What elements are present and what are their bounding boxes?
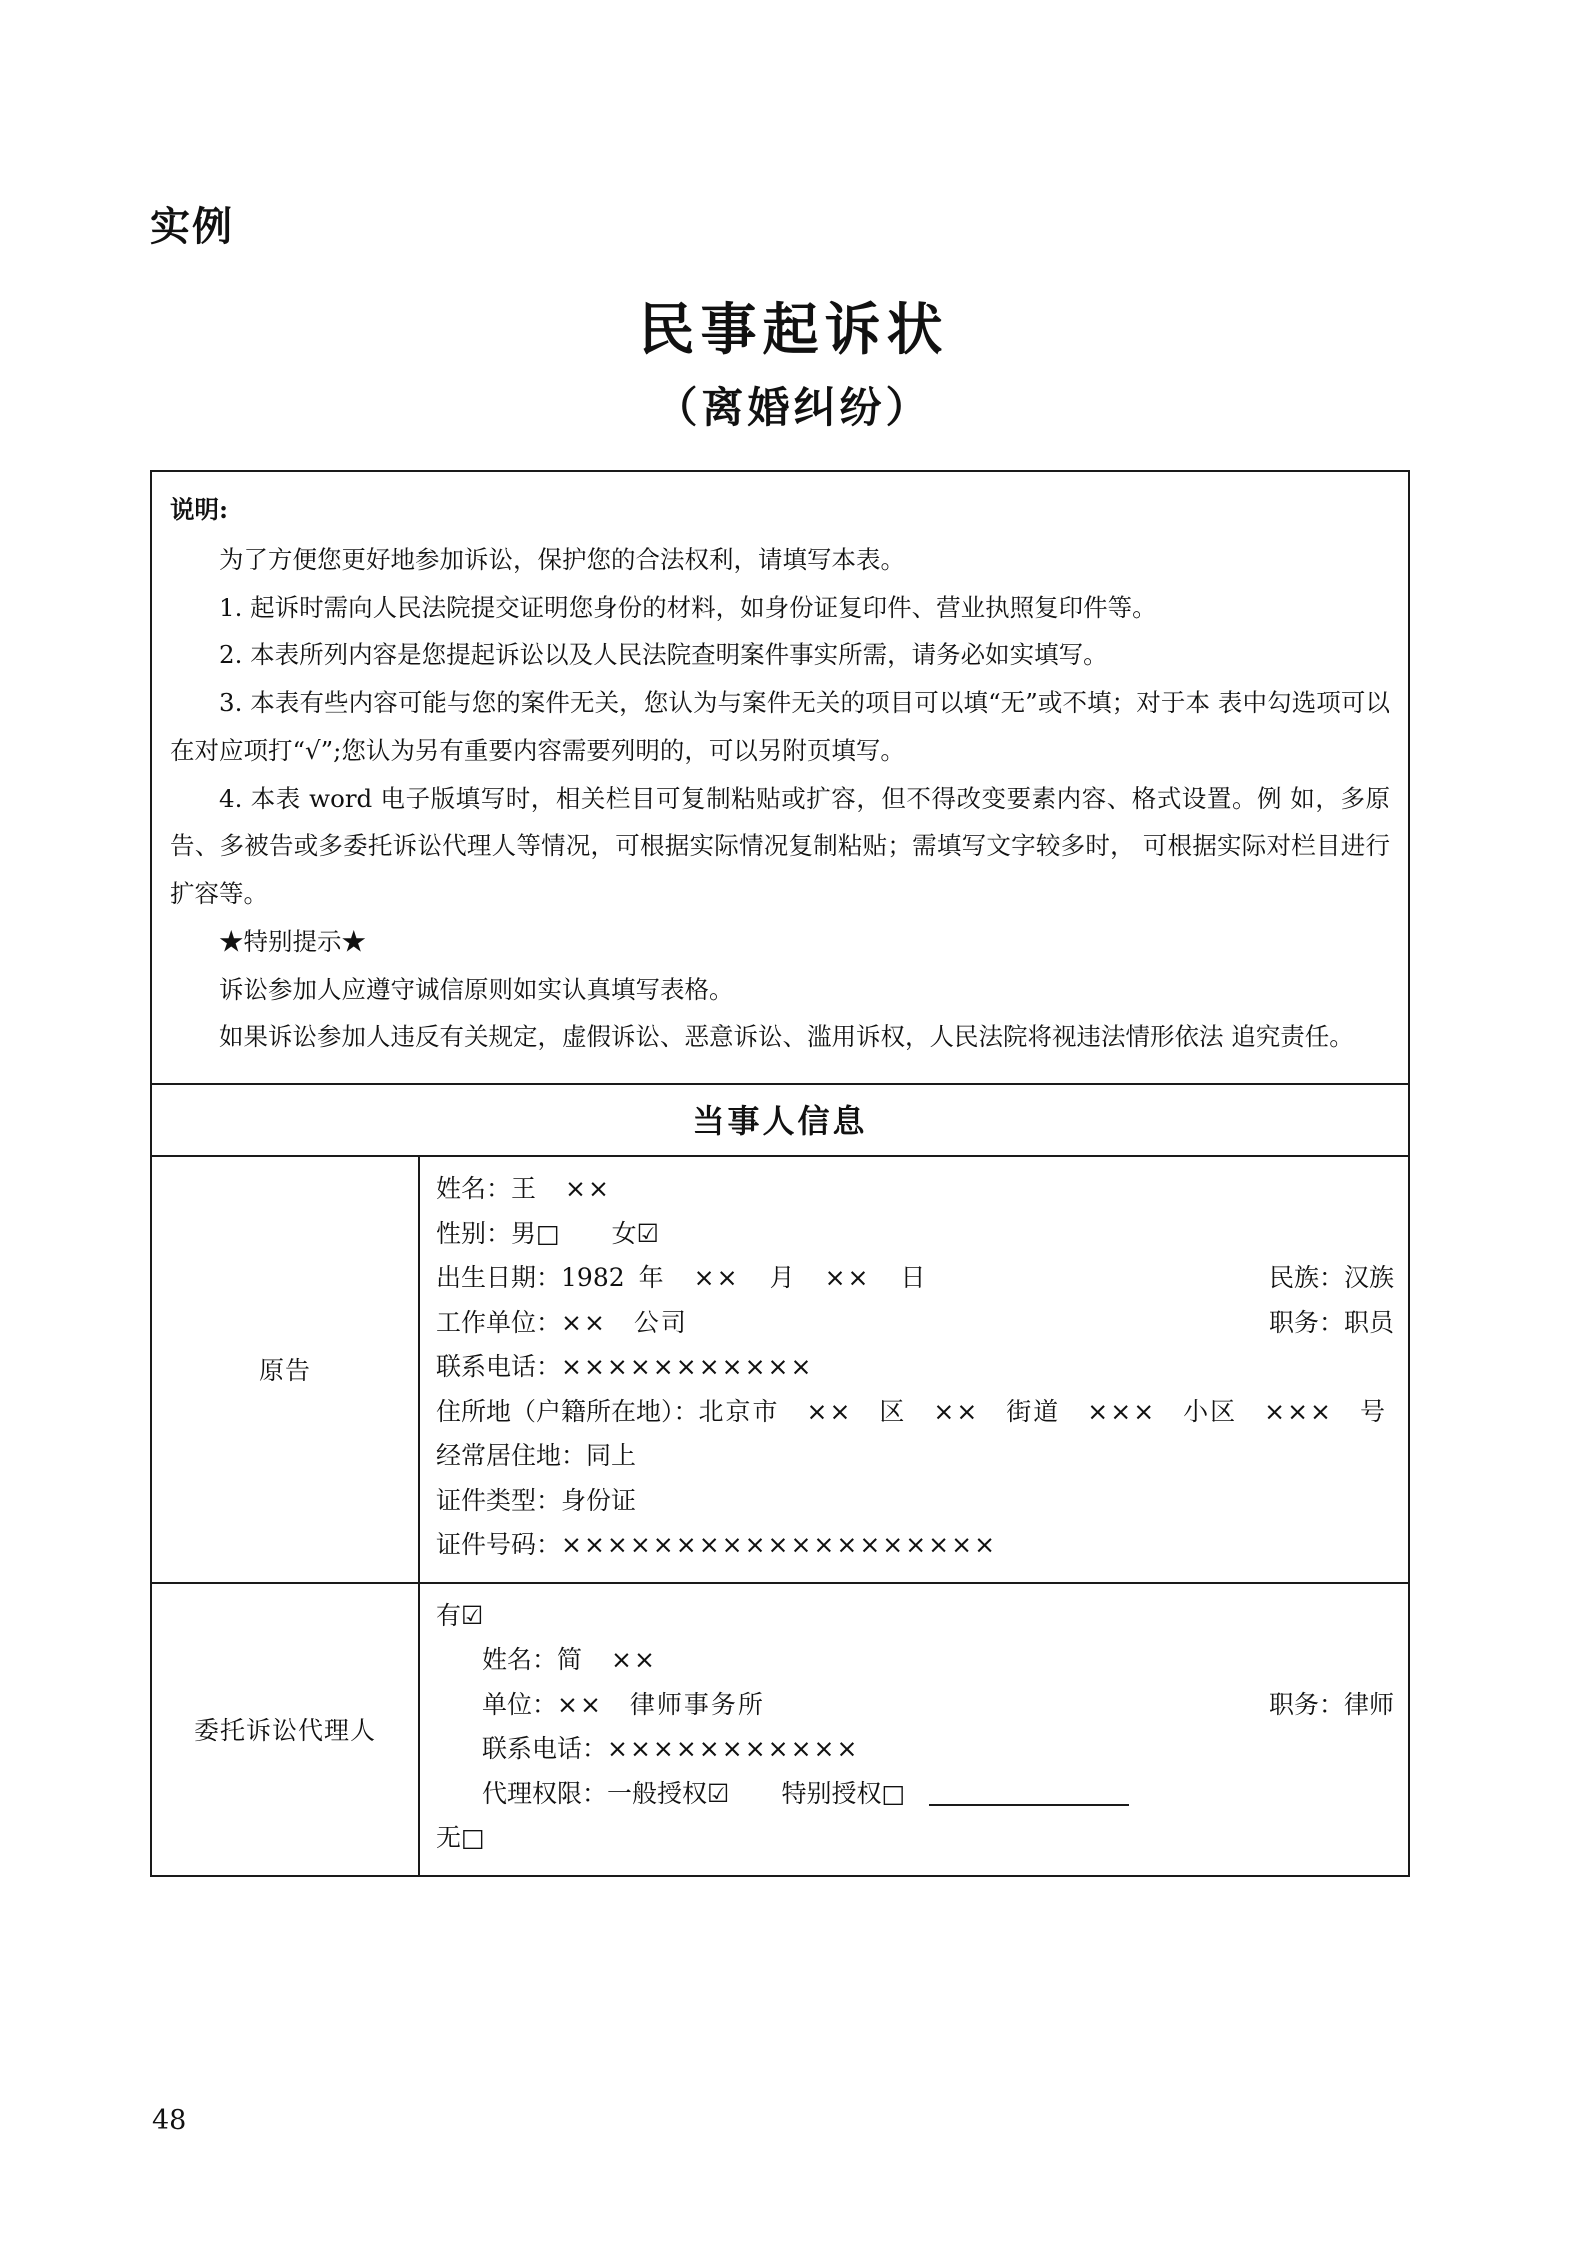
plaintiff-row — [152, 1157, 1408, 1584]
plaintiff-birth-year-unit: 年 — [638, 1263, 664, 1293]
example-label: 实例 — [150, 203, 234, 250]
plaintiff-birth-day-unit: 日 — [900, 1263, 926, 1293]
agent-has-line — [436, 1594, 1398, 1639]
plaintiff-fields — [420, 1157, 1408, 1582]
party-section-header: 当事人信息 — [692, 1102, 868, 1141]
plaintiff-gender-male-checkbox[interactable]: □ — [536, 1218, 560, 1248]
plaintiff-ethnicity-value: 汉族 — [1343, 1263, 1394, 1293]
agent-firm-line — [436, 1683, 1398, 1728]
plaintiff-gender-label: 性别： — [436, 1218, 512, 1248]
plaintiff-phone-label: 联系电话： — [436, 1352, 562, 1382]
agent-general-auth-checkbox[interactable]: ☑ — [707, 1778, 730, 1808]
special-notice-line-1: 诉讼参加人应遵守诚信原则如实认真填写表格。 — [219, 974, 734, 1004]
agent-special-auth-label: 特别授权 — [781, 1778, 882, 1808]
plaintiff-birth-label: 出生日期： — [436, 1263, 562, 1293]
plaintiff-address-value: 北京市 ×× 区 ×× 街道 ××× 小区 ××× 号 — [698, 1396, 1387, 1426]
agent-name-line — [436, 1638, 1398, 1683]
special-notice-marker: ★特别提示★ — [219, 926, 366, 956]
plaintiff-id-type-line — [436, 1479, 1398, 1524]
instructions-heading: 说明: — [170, 495, 229, 524]
agent-phone-label: 联系电话： — [482, 1734, 608, 1764]
instructions-intro: 为了方便您更好地参加诉讼，保护您的合法权利，请填写本表。 — [219, 544, 905, 574]
plaintiff-ethnicity-group — [1269, 1256, 1398, 1301]
plaintiff-birth-month: ×× — [693, 1263, 740, 1293]
plaintiff-position-value: 职员 — [1343, 1307, 1394, 1337]
plaintiff-id-number-value: ××××××××××××××××××× — [561, 1530, 998, 1560]
plaintiff-gender-female-checkbox[interactable]: ☑ — [636, 1218, 660, 1248]
instructions-item-4: 4. 本表 word 电子版填写时，相关栏目可复制粘贴或扩容，但不得改变要素内容、格式设置。例 如，多原告、多被告或多委托诉讼代理人等情况，可根据实际情况复制粘贴；需填写文字较多时， 可根据实际对栏目进行扩容等。 — [170, 783, 1390, 909]
plaintiff-birth-line — [436, 1256, 1398, 1301]
agent-authority-label: 代理权限： — [482, 1778, 608, 1808]
plaintiff-phone-line — [436, 1345, 1398, 1390]
document-subtitle: （离婚纠纷） — [655, 383, 932, 432]
plaintiff-id-number-label: 证件号码： — [436, 1530, 562, 1560]
page-number: 48 — [152, 2105, 187, 2136]
agent-has-label: 有 — [436, 1600, 462, 1630]
plaintiff-gender-male-label: 男 — [511, 1218, 537, 1248]
plaintiff-address-label: 住所地（户籍所在地）： — [436, 1396, 699, 1426]
agent-position-group — [1269, 1683, 1398, 1728]
instructions-cell — [152, 472, 1408, 1083]
agent-row-label: 委托诉讼代理人 — [152, 1584, 420, 1875]
plaintiff-birth-month-unit: 月 — [769, 1263, 795, 1293]
agent-name-label: 姓名： — [482, 1645, 558, 1675]
agent-none-checkbox[interactable]: □ — [461, 1823, 485, 1853]
agent-position-label: 职务： — [1268, 1689, 1344, 1719]
civil-complaint-form — [150, 470, 1410, 1877]
agent-general-auth-label: 一般授权 — [607, 1778, 708, 1808]
plaintiff-address-line — [436, 1390, 1398, 1435]
party-section-header-row — [152, 1085, 1408, 1157]
plaintiff-name-value: 王 ×× — [511, 1174, 611, 1204]
agent-name-value: 简 ×× — [557, 1645, 657, 1675]
agent-authority-line — [436, 1772, 1398, 1817]
plaintiff-residence-label: 经常居住地： — [436, 1441, 587, 1471]
agent-row — [152, 1584, 1408, 1875]
agent-authority-blank-field[interactable] — [929, 1804, 1129, 1806]
agent-special-auth-checkbox[interactable]: □ — [881, 1778, 906, 1808]
plaintiff-id-type-value: 身份证 — [561, 1485, 637, 1515]
agent-position-value: 律师 — [1343, 1689, 1394, 1719]
plaintiff-residence-line — [436, 1434, 1398, 1479]
agent-has-checkbox[interactable]: ☑ — [461, 1600, 484, 1630]
special-notice-line-2: 如果诉讼参加人违反有关规定，虚假诉讼、恶意诉讼、滥用诉权，人民法院将视违法情形依法 追究责任。 — [219, 1022, 1354, 1052]
plaintiff-birth-year: 1982 — [561, 1263, 625, 1293]
agent-phone-value: ××××××××××× — [607, 1734, 860, 1764]
plaintiff-birth-day: ×× — [824, 1263, 871, 1293]
plaintiff-workplace-value: ×× 公司 — [561, 1307, 688, 1337]
agent-fields — [420, 1584, 1408, 1875]
agent-phone-line — [436, 1727, 1398, 1772]
agent-none-label: 无 — [436, 1823, 462, 1853]
plaintiff-gender-female-label: 女 — [611, 1218, 637, 1248]
plaintiff-ethnicity-label: 民族： — [1268, 1263, 1344, 1293]
agent-firm-label: 单位： — [482, 1689, 558, 1719]
plaintiff-name-label: 姓名： — [436, 1174, 512, 1204]
plaintiff-id-number-line — [436, 1523, 1398, 1568]
plaintiff-workplace-line — [436, 1301, 1398, 1346]
plaintiff-row-label: 原告 — [152, 1157, 420, 1582]
instructions-item-3: 3. 本表有些内容可能与您的案件无关，您认为与案件无关的项目可以填“无”或不填；对于本 表中勾选项可以在对应项打“√”;您认为另有重要内容需要列明的，可以另附页填写。 — [170, 688, 1390, 765]
plaintiff-workplace-label: 工作单位： — [436, 1307, 562, 1337]
plaintiff-gender-line — [436, 1212, 1398, 1257]
plaintiff-position-group — [1269, 1301, 1398, 1346]
plaintiff-residence-value: 同上 — [586, 1441, 637, 1471]
plaintiff-position-label: 职务： — [1268, 1307, 1344, 1337]
plaintiff-id-type-label: 证件类型： — [436, 1485, 562, 1515]
agent-none-line — [436, 1816, 1398, 1861]
instructions-row — [152, 472, 1408, 1085]
plaintiff-name-line — [436, 1167, 1398, 1212]
plaintiff-phone-value: ××××××××××× — [561, 1352, 814, 1382]
instructions-item-2: 2. 本表所列内容是您提起诉讼以及人民法院查明案件事实所需，请务必如实填写。 — [219, 640, 1108, 670]
agent-firm-value: ×× 律师事务所 — [557, 1689, 765, 1719]
instructions-item-1: 1. 起诉时需向人民法院提交证明您身份的材料，如身份证复印件、营业执照复印件等。 — [219, 592, 1157, 622]
document-title: 民事起诉状 — [638, 297, 949, 363]
